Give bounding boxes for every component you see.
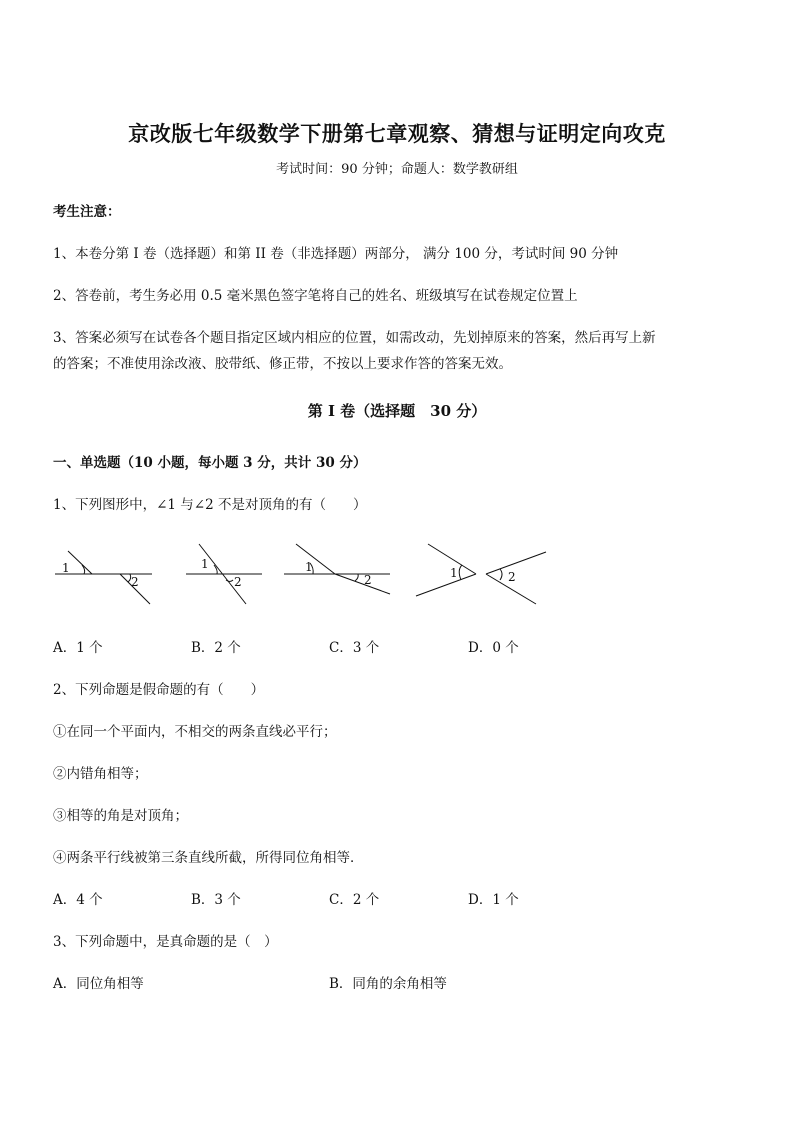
notice-item-2: 2、答卷前，考生务必用 0.5 毫米黑色签字笔将自己的姓名、班级填写在试卷规定位置上 xyxy=(53,288,578,304)
question-1-option-a[interactable]: A．1 个 xyxy=(53,640,103,656)
question-3-option-a[interactable]: A．同位角相等 xyxy=(53,976,144,992)
question-2-option-b[interactable]: B．3 个 xyxy=(191,892,241,908)
question-1-option-d[interactable]: D．0 个 xyxy=(468,640,519,656)
exam-subtitle: 考试时间：90 分钟；命题人：数学教研组 xyxy=(276,162,518,177)
figure-3-label-1: 1 xyxy=(305,560,313,574)
exam-title: 京改版七年级数学下册第七章观察、猜想与证明定向攻克 xyxy=(128,121,666,146)
part-title: 一、单选题（10 小题，每小题 3 分，共计 30 分） xyxy=(53,455,367,471)
figure-2-label-1: 1 xyxy=(201,557,209,571)
question-1-option-b[interactable]: B．2 个 xyxy=(191,640,241,656)
question-2-statement-1: ①在同一个平面内，不相交的两条直线必平行； xyxy=(53,724,337,740)
question-1-stem: 1、下列图形中，∠1 与∠2 不是对顶角的有（ ） xyxy=(53,497,367,513)
notice-item-3: 3、答案必须写在试卷各个题目指定区域内相应的位置，如需改动，先划掉原来的答案，然后再写上新 xyxy=(53,330,656,346)
question-2-option-d[interactable]: D．1 个 xyxy=(468,892,519,908)
notice-heading: 考生注意： xyxy=(53,204,121,220)
figure-3 xyxy=(284,544,390,594)
question-3-option-b[interactable]: B．同角的余角相等 xyxy=(329,976,447,992)
question-2-statement-4: ④两条平行线被第三条直线所截，所得同位角相等． xyxy=(53,850,364,866)
question-2-stem: 2、下列命题是假命题的有（ ） xyxy=(53,682,265,698)
question-2-option-c[interactable]: C．2 个 xyxy=(329,892,380,908)
question-2-statement-2: ②内错角相等； xyxy=(53,766,148,782)
question-3-stem: 3、下列命题中，是真命题的是（ ） xyxy=(53,934,278,950)
question-2-statement-3: ③相等的角是对顶角； xyxy=(53,808,188,824)
question-1-figures xyxy=(0,530,794,615)
figure-4-label-1: 1 xyxy=(450,566,458,580)
figure-2 xyxy=(186,544,262,604)
question-1-option-c[interactable]: C．3 个 xyxy=(329,640,380,656)
notice-item-1: 1、本卷分第 I 卷（选择题）和第 II 卷（非选择题）两部分， 满分 100 分，考试时间 90 分钟 xyxy=(53,246,619,262)
figure-1-label-2: 2 xyxy=(131,575,139,589)
figure-4 xyxy=(416,544,546,604)
figure-2-label-2: 2 xyxy=(234,575,242,589)
figure-4-label-2: 2 xyxy=(508,570,516,584)
question-2-option-a[interactable]: A．4 个 xyxy=(53,892,103,908)
figure-3-label-2: 2 xyxy=(364,573,372,587)
section-title: 第 I 卷（选择题 30 分） xyxy=(307,402,487,420)
notice-item-3-continued: 的答案；不准使用涂改液、胶带纸、修正带，不按以上要求作答的答案无效。 xyxy=(53,356,512,372)
figure-1-label-1: 1 xyxy=(62,561,70,575)
